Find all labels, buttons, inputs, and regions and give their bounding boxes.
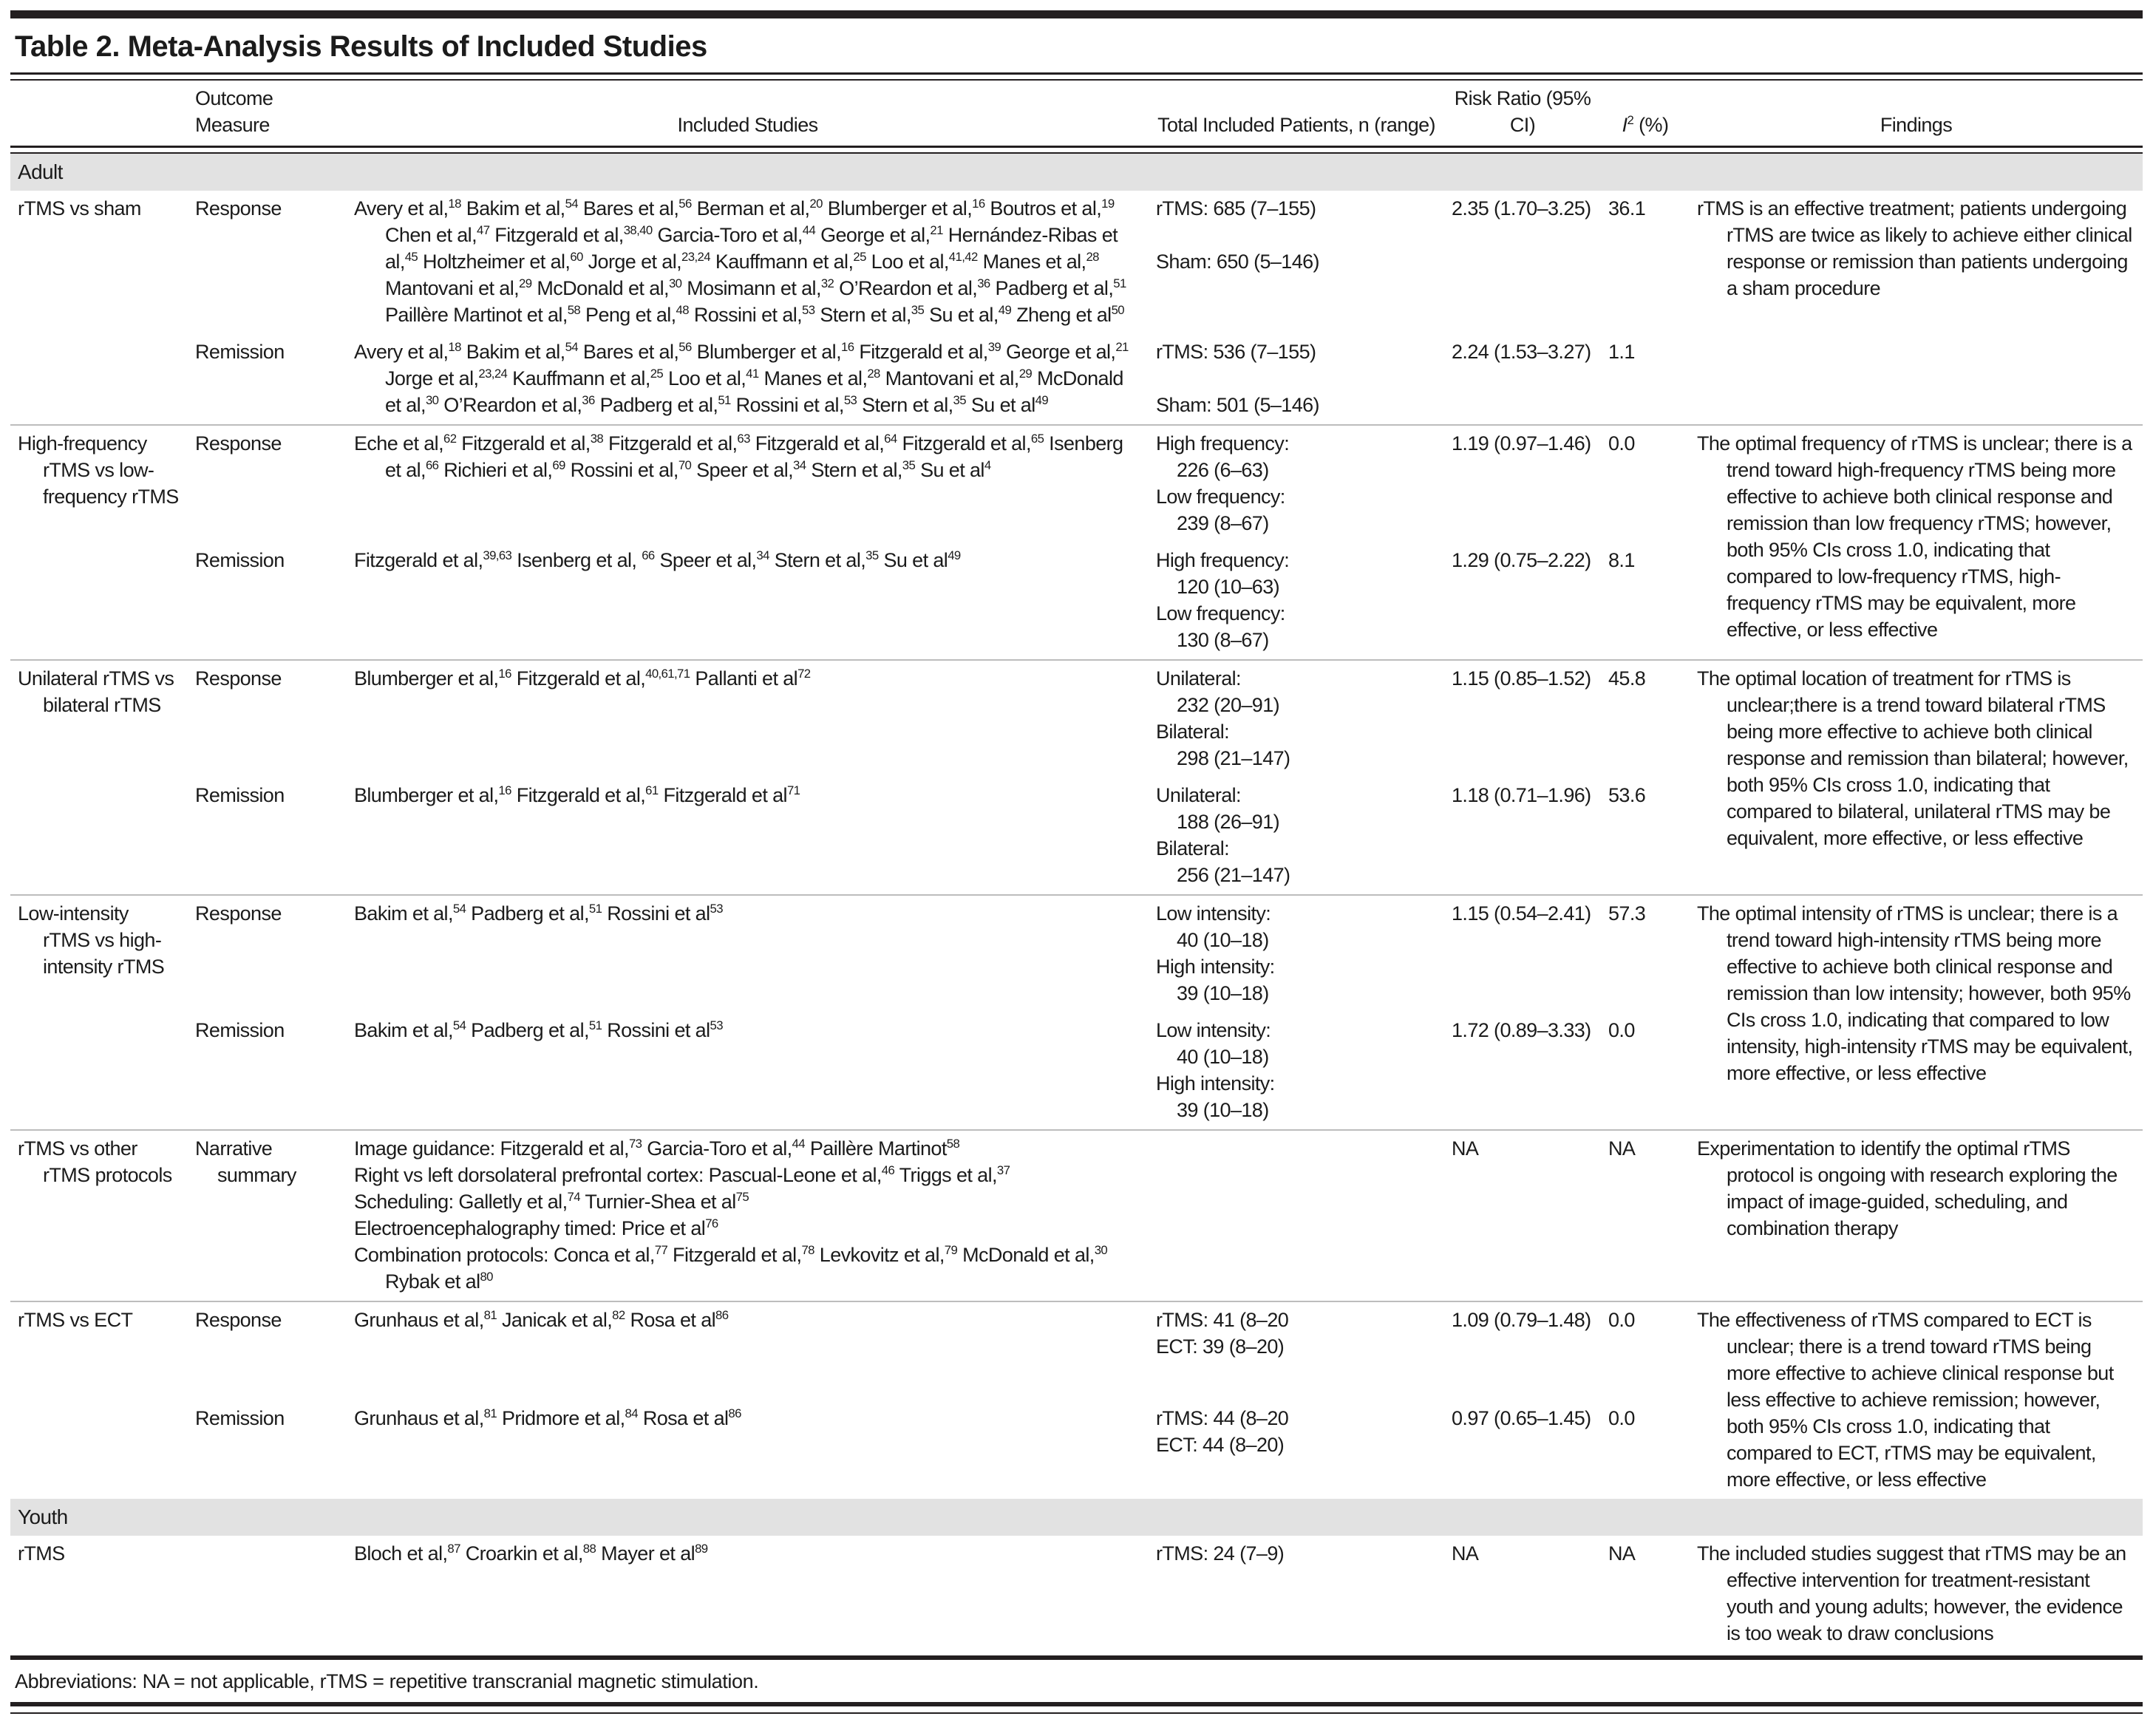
table-row [10,191,2143,334]
i2-cell: NA [1601,1130,1690,1301]
footnote: Abbreviations: NA = not applicable, rTMS = repetitive transcranial magnetic stimulation. [15,1670,759,1692]
risk-ratio-cell: 1.19 (0.97–1.46) [1444,425,1601,542]
patients-column-header: Total Included Patients, n (range) [1157,114,1435,136]
i2-cell: 0.0 [1601,1301,1690,1400]
studies-cell: Bakim et al,$^{54}$ Padberg et al,$^{51}$ Rossini et $al^{53}$ [347,895,1149,1012]
outcome-cell: Remission [195,784,285,806]
outcome-cell: Response [188,660,347,777]
outcome-cell: Response [188,1301,347,1400]
table-row [10,425,2143,542]
i2-cell: NA [1608,1542,1636,1565]
studies-cell: Bloch et al,$^{87}$ Croarkin et al,$^{88}$ Mayer et $al^{89}$ [354,1542,708,1565]
risk-ratio-cell: 1.29 (0.75–2.22) [1452,549,1591,571]
title-rule [10,72,2143,81]
i2-cell: 53.6 [1608,784,1646,806]
patients-cell: High frequency: 226 (6–63) Low frequency: 239 (8–67) [1149,425,1444,542]
risk-ratio-cell: 2.24 (1.53–3.27) [1452,341,1591,363]
studies-cell: Avery et al,$^{18}$ Bakim et al,$^{54}$ Bares et al,$^{56}$ Blumberger et al,$^{16}$ Fitzgerald et al,$^{39}$ George et al,$^{21}$ Jorge et al,$^{23,24}$ Kauffmann et al,$^{25}$ Loo et al,$^{41}$ Manes et al,$^{28}$ Mantovani et al,$^{29}$ McDonald et al,$^{30}$ O’Reardon et al,$^{36}$ Padberg et al,$^{51}$ Rossini et al,$^{53}$ Stern et al,$^{35}$ Su et $al^{49}$ [354,340,1129,416]
patients-cell: rTMS: 24 (7–9) [1156,1542,1285,1565]
section-band-youth [10,1499,2143,1536]
patients-cell: rTMS: 41 (8–20 ECT: 39 (8–20) [1149,1301,1444,1400]
i2-cell: 57.3 [1601,895,1690,1012]
section-band-adult [10,154,2143,191]
studies-cell: Eche et al,$^{62}$ Fitzgerald et al,$^{38}$ Fitzgerald et al,$^{63}$ Fitzgerald et al,$^{64}$ Fitzgerald et al,$^{65}$ Isenberg et al,$^{66}$ Richieri et al,$^{69}$ Rossini et al,$^{70}$ Speer et al,$^{34}$ Stern et al,$^{35}$ Su et $al^4$ [347,425,1149,542]
risk-ratio-cell: 1.72 (0.89–3.33) [1452,1019,1591,1041]
header-table [10,81,2143,146]
findings-cell: Experimentation to identify the optimal rTMS protocol is ongoing with research exploring the impact of image-guided, scheduling, and combination therapy [1690,1130,2143,1301]
outcome-cell: Response [188,895,347,1012]
comparison-cell: High-frequency rTMS vs low-frequency rTMS [10,425,188,660]
findings-cell: The effectiveness of rTMS compared to ECT is unclear; there is a trend toward rTMS being more effective to achieve clinical response but less effective to achieve remission; however, both 95% CIs cross 1.0, indicating that compared to ECT, rTMS may be equivalent, more effective, or less effective [1690,1301,2143,1499]
findings-column-header: Findings [1880,114,1953,136]
i2-cell: 0.0 [1601,425,1690,542]
outcome-cell: Narrative summary [188,1130,347,1301]
studies-cell: Grunhaus et al,$^{81}$ Pridmore et al,$^{84}$ Rosa et $al^{86}$ [354,1406,741,1430]
patients-cell: rTMS: 44 (8–20 ECT: 44 (8–20) [1156,1407,1289,1457]
comparison-column-header [10,81,188,146]
results-table [10,154,2143,1652]
patients-cell: rTMS: 685 (7–155) Sham: 650 (5–146) [1156,197,1319,273]
patients-cell: Low intensity: 40 (10–18) High intensity: 39 (10–18) [1149,895,1444,1012]
i2-cell: 36.1 [1608,197,1646,219]
comparison-cell: Unilateral rTMS vs bilateral rTMS [10,660,188,895]
outcome-cell: Remission [195,1407,285,1430]
comparison-cell: rTMS vs ECT [10,1301,188,1499]
risk-ratio-cell: NA [1444,1130,1601,1301]
findings-cell: The included studies suggest that rTMS may be an effective intervention for treatment-resistant youth and young adults; however, the evidence is too weak to draw conclusions [1697,1542,2126,1644]
studies-cell: Bakim et al,$^{54}$ Padberg et al,$^{51}$ Rossini et $al^{53}$ [354,1018,723,1041]
header-rule [10,146,2143,154]
band-label: Youth [10,1499,2143,1536]
outcome-column-header: Outcome Measure [195,87,273,136]
findings-cell: The optimal intensity of rTMS is unclear; there is a trend toward high-intensity rTMS being more effective to achieve both clinical response and remission than low intensity; however, both 95% CIs cross 1.0, indicating that compared to low intensity, high-intensity rTMS may be equivalent, more effective, or less effective [1690,895,2143,1130]
outcome-cell: Remission [195,341,285,363]
risk-ratio-cell: 1.18 (0.71–1.96) [1452,784,1591,806]
studies-cell: Fitzgerald et al,$^{39,63}$ Isenberg et al, $^{66}$ Speer et al,$^{34}$ Stern et al,$^{35}$ Su et $al^{49}$ [354,548,961,571]
risk-ratio-cell: 0.97 (0.65–1.45) [1452,1407,1591,1430]
patients-cell: Unilateral: 188 (26–91) Bilateral: 256 (21–147) [1156,784,1290,886]
risk-ratio-cell: NA [1452,1542,1479,1565]
comparison-cell: rTMS vs sham [18,197,141,219]
bottom-rule [10,1702,2143,1714]
findings-cell: The optimal frequency of rTMS is unclear; there is a trend toward high-frequency rTMS being more effective to achieve both clinical response and remission than low frequency rTMS; however, both 95% CIs cross 1.0, indicating that compared to low-frequency rTMS, high-frequency rTMS may be equivalent, more effective, or less effective [1690,425,2143,660]
i2-cell: 0.0 [1608,1019,1635,1041]
table-row [10,1301,2143,1400]
table-row [10,895,2143,1012]
risk-ratio-cell: 1.09 (0.79–1.48) [1444,1301,1601,1400]
i2-cell: 8.1 [1608,549,1635,571]
column-header-row [10,81,2143,146]
risk-ratio-cell: 2.35 (1.70–3.25) [1452,197,1591,219]
outcome-cell: Remission [195,1019,285,1041]
outcome-cell: Response [195,197,282,219]
table-row [10,1536,2143,1652]
top-rule [10,10,2143,18]
studies-cell: Image guidance: Fitzgerald et al,$^{73}$ Garcia-Toro et al,$^{44}$ Paillère Martinot$^{58}$ Right vs left dorsolateral prefrontal cortex: Pascual-Leone et al,$^{46}$ Triggs et al,$^{37}$ Scheduling: Galletly et al,$^{74}$ Turnier-Shea et $al^{75}$ Electroencephalography timed: Price et $al^{76}$ Combination protocols: Conca et al,$^{77}$ Fitzgerald et al,$^{78}$ Levkovitz et al,$^{79}$ McDonald et al,$^{30}$ Rybak et $al^{80}$ [347,1130,1149,1301]
studies-cell: Grunhaus et al,$^{81}$ Janicak et al,$^{82}$ Rosa et $al^{86}$ [347,1301,1149,1400]
i2-column-header: $I^2$ (%) [1622,113,1669,136]
i2-cell: 45.8 [1601,660,1690,777]
footnote-top-rule [10,1655,2143,1660]
patients-cell: High frequency: 120 (10–63) Low frequency: 130 (8–67) [1156,549,1290,651]
studies-cell: Blumberger et al,$^{16}$ Fitzgerald et al,$^{61}$ Fitzgerald et $al^{71}$ [354,783,800,806]
studies-cell: Avery et al,$^{18}$ Bakim et al,$^{54}$ Bares et al,$^{56}$ Berman et al,$^{20}$ Blumberger et al,$^{16}$ Boutros et al,$^{19}$ Chen et al,$^{47}$ Fitzgerald et al,$^{38,40}$ Garcia-Toro et al,$^{44}$ George et al,$^{21}$ Hernández-Ribas et al,$^{45}$ Holtzheimer et al,$^{60}$ Jorge et al,$^{23,24}$ Kauffmann et al,$^{25}$ Loo et al,$^{41,42}$ Manes et al,$^{28}$ Mantovani et al,$^{29}$ McDonald et al,$^{30}$ Mosimann et al,$^{32}$ O’Reardon et al,$^{36}$ Padberg et al,$^{51}$ Paillère Martinot et al,$^{58}$ Peng et al,$^{48}$ Rossini et al,$^{53}$ Stern et al,$^{35}$ Su et al,$^{49}$ Zheng et $al^{50}$ [354,197,1126,326]
outcome-cell: Remission [195,549,285,571]
i2-cell: 0.0 [1608,1407,1635,1430]
risk-ratio-column-header: Risk Ratio (95% CI) [1454,87,1591,136]
table-row [10,1130,2143,1301]
band-label: Adult [10,154,2143,191]
patients-cell: Unilateral: 232 (20–91) Bilateral: 298 (21–147) [1149,660,1444,777]
risk-ratio-cell: 1.15 (0.54–2.41) [1444,895,1601,1012]
comparison-cell: rTMS [18,1542,65,1565]
outcome-cell: Response [188,425,347,542]
patients-cell: Low intensity: 40 (10–18) High intensity: 39 (10–18) [1156,1019,1275,1121]
findings-cell: rTMS is an effective treatment; patients undergoing rTMS are twice as likely to achieve either clinical response or remission than patients undergoing a sham procedure [1697,197,2132,299]
patients-cell: rTMS: 536 (7–155) Sham: 501 (5–146) [1156,341,1319,416]
patients-cell [1149,1130,1444,1301]
table-row [10,660,2143,777]
comparison-cell: Low-intensity rTMS vs high-intensity rTMS [10,895,188,1130]
comparison-cell: rTMS vs other rTMS protocols [10,1130,188,1301]
i2-cell: 1.1 [1608,341,1635,363]
table-title: Table 2. Meta-Analysis Results of Included Studies [15,30,707,63]
studies-column-header: Included Studies [677,114,818,136]
outcome-cell [188,1536,347,1652]
findings-cell: The optimal location of treatment for rTMS is unclear;there is a trend toward bilateral rTMS being more effective to achieve both clinical response and remission than bilateral; however, both 95% CIs cross 1.0, indicating that compared to bilateral, unilateral rTMS may be equivalent, more effective, or less effective [1690,660,2143,895]
studies-cell: Blumberger et al,$^{16}$ Fitzgerald et al,$^{40,61,71}$ Pallanti et $al^{72}$ [347,660,1149,777]
risk-ratio-cell: 1.15 (0.85–1.52) [1444,660,1601,777]
